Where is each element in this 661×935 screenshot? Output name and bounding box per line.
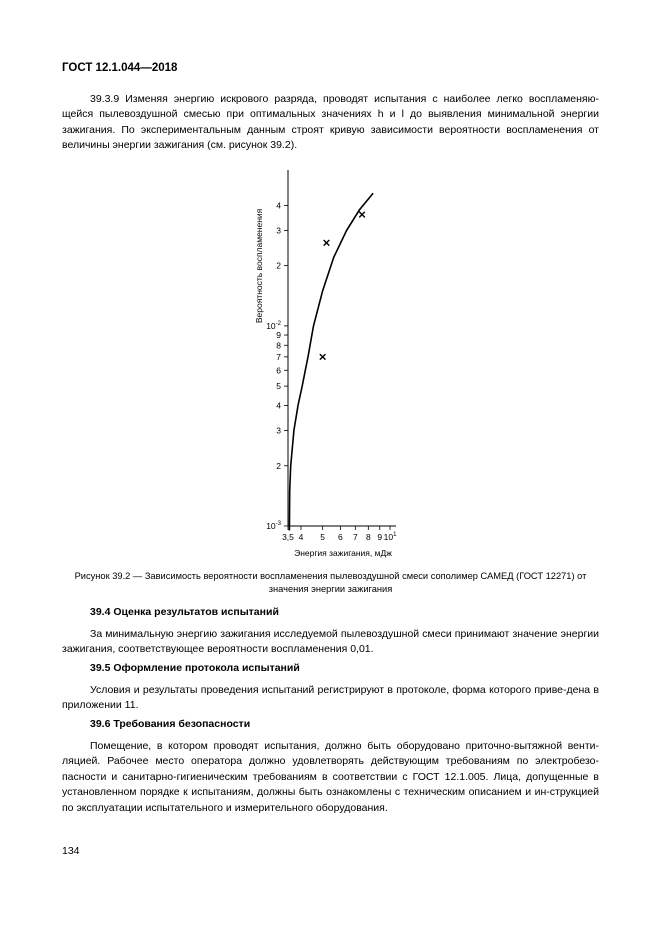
clause-number: 39.3.9 (90, 93, 120, 105)
section-39-6-title: 39.6 Требования безопасности (90, 718, 251, 730)
y-tick-label: 3 (276, 225, 281, 236)
x-tick-label: 3,5 (282, 532, 294, 542)
x-axis-label: Энергия зажигания, мДж (294, 548, 392, 558)
y-tick-label: 3 (276, 425, 281, 436)
x-tick-label: 6 (338, 532, 343, 542)
y-axis-label: Вероятность воспламенения (254, 208, 264, 324)
intro-text: Изменяя энергию искрового разряда, проводят испытания с наиболее легко воспламеняю-щейся пылевоздушной смесью при оптимальных значениях h и l до выявления минимальной энергии зажигания. По экспериментальным данным строят кривую зависимости вероятности воспламенения от величины энергии зажигания (см. рисунок 39.2). (62, 93, 599, 152)
y-tick-label: 4 (276, 400, 281, 411)
section-39-5-title: 39.5 Оформление протокола испытаний (90, 662, 300, 674)
section-39-5-paragraph: Условия и результаты проведения испытаний регистрируют в протоколе, форма которого приве-дена в приложении 11. (62, 684, 599, 712)
x-tick-label: 5 (320, 532, 326, 542)
figure-caption: Рисунок 39.2 — Зависимость вероятности воспламенения пылевоздушной смеси сополимер САМЕД (ГОСТ 12271) от значения энергии зажигания (74, 571, 587, 594)
y-tick-label: 6 (276, 365, 281, 376)
x-tick-label: 7 (352, 532, 358, 542)
data-point-marker (359, 212, 365, 218)
section-39-4-paragraph: За минимальную энергию зажигания исследуемой пылевоздушной смеси принимают значение энергии зажигания, соответствующее вероятности воспламенения 0,01. (62, 628, 599, 656)
y-tick-label: 2 (276, 260, 281, 271)
section-39-5-text (62, 683, 599, 714)
y-tick-label: 9 (276, 330, 281, 341)
y-tick-label: 7 (276, 351, 281, 362)
intro-paragraph (62, 92, 599, 154)
section-39-4-title: 39.4 Оценка результатов испытаний (90, 606, 279, 618)
section-39-4-text (62, 627, 599, 658)
section-39-6-text (62, 739, 599, 816)
probability-curve (289, 193, 373, 530)
x-tick-label: 8 (365, 532, 371, 542)
page-number: 134 (62, 845, 80, 857)
y-tick-label: 2 (276, 460, 281, 471)
x-tick-label: $10^1$ (383, 532, 397, 542)
y-tick-label: 8 (276, 340, 281, 351)
x-tick-label: 9 (377, 532, 383, 542)
y-tick-label: $10^{-3}$ (266, 521, 281, 531)
probability-chart (240, 162, 420, 564)
data-point-marker (324, 240, 330, 246)
y-tick-label: 4 (276, 200, 281, 211)
data-point-marker (320, 354, 326, 360)
x-tick-label: 4 (298, 532, 304, 542)
y-tick-label: $10^{-2}$ (266, 320, 281, 331)
document-header: ГОСТ 12.1.044—2018 (62, 62, 178, 74)
y-tick-label: 5 (276, 381, 281, 392)
section-39-6-paragraph: Помещение, в котором проводят испытания, должно быть оборудовано приточно-вытяжной венти-ляцией. Рабочее место оператора должно удовлетворять действующим требованиям по электробезо-пасности и санитарно-гигиеническим требованиям в соответствии с ГОСТ 12.1.005. Лица, допущенные в установленном порядке к испытаниям, должны быть ознакомлены с техническим описанием и ин-струкцией по эксплуатации испытательного и измерительного оборудования. (62, 740, 599, 814)
